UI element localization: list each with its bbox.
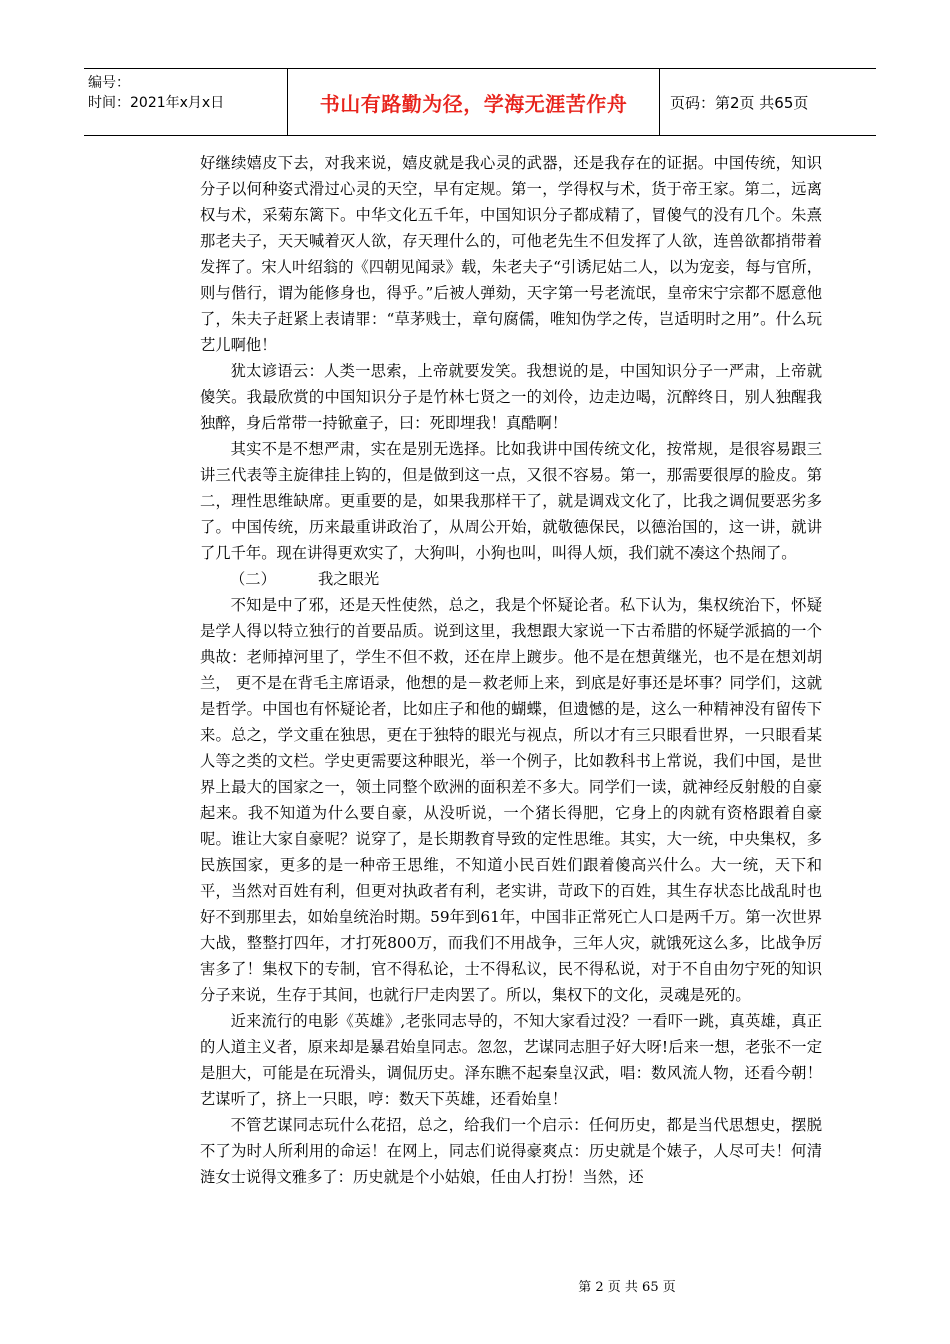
paragraph-4: 不知是中了邪，还是天性使然，总之，我是个怀疑论者。私下认为，集权统治下，怀疑是学人得以特立独行的首要品质。说到这里，我想跟大家说一下古希腊的怀疑学派搞的一个典故：老师掉河里了，学生不但不救，还在岸上踱步。他不是在想黄继光，也不是在想刘胡兰， 更不是在背毛主席语录，他想的是－救老师上来，到底是好事还是坏事？同学们，这就是哲学。中国也有怀疑论者，比如庄子和他的蝴蝶，但遗憾的是，这么一种精神没有留传下来。总之，学文重在独思，更在于独特的眼光与视点，所以才有三只眼看世界，一只眼看某人等之类的文栏。学史更需要这种眼光，举一个例子，比如教科书上常说，我们中国，是世界上最大的国家之一，领土同整个欧洲的面积差不多大。同学们一读，就神经反射般的自豪起来。我不知道为什么要自豪，从没听说，一个猪长得肥，它身上的肉就有资格跟着自豪呢。谁让大家自豪呢？说穿了，是长期教育导致的定性思维。其实，大一统，中央集权，多民族国家，更多的是一种帝王思维，不知道小民百姓们跟着傻高兴什么。大一统，天下和平，当然对百姓有利，但更对执政者有利，老实讲，苛政下的百姓，其生存状态比战乱时也好不到那里去，如始皇统治时期。59年到61年，中国非正常死亡人口是两千万。第一次世界大战，整整打四年，才打死800万，而我们不用战争，三年人灾，就饿死这么多，比战争厉害多了！集权下的专制，官不得私论，士不得私议，民不得私说，对于不自由勿宁死的知识分子来说，生存于其间，也就行尸走肉罢了。所以，集权下的文化，灵魂是死的。 [200,596,822,1004]
section-title: 我之眼光 [318,570,380,588]
document-time-label: 时间：2021年x月x日 [88,95,225,111]
paragraph-1: 好继续嬉皮下去，对我来说，嬉皮就是我心灵的武器，还是我存在的证据。中国传统，知识分子以何种姿式滑过心灵的天空，早有定规。第一，学得权与术，货于帝王家。第二，远离权与术，采菊东篱下。中华文化五千年，中国知识分子都成精了，冒傻气的没有几个。朱熹那老夫子，天天喊着灭人欲，存天理什么的，可他老先生不但发挥了人欲，连兽欲都捎带着发挥了。宋人叶绍翁的《四朝见闻录》载，朱老夫子“引诱尼姑二人，以为宠妾，每与官所，则与偕行，谓为能修身也，得乎。”后被人弹劾，天字第一号老流氓，皇帝宋宁宗都不愿意他了，朱夫子赶紧上表请罪：“草茅贱士，章句腐儒，唯知伪学之传，岂适明时之用”。什么玩艺儿啊他！ [200,154,822,354]
header-table [84,68,876,136]
header-meta [84,69,288,135]
section-heading [200,566,822,592]
section-number: （二） [230,570,276,588]
footer-page-number: 第 2 页 共 65 页 [578,1280,676,1295]
document-body [200,150,822,1190]
paragraph-5: 近来流行的电影《英雄》,老张同志导的，不知大家看过没？一看吓一跳，真英雄，真正的人道主义者，原来却是暴君始皇同志。忽忽，艺谋同志胆子好大呀!后来一想，老张不一定是胆大，可能是在玩滑头，调侃历史。泽东瞧不起秦皇汉武，唱：数风流人物，还看今朝！艺谋听了，挤上一只眼，哼：数天下英雄，还看始皇！ [200,1012,822,1108]
header-page-cell [660,69,876,135]
paragraph-2: 犹太谚语云：人类一思索，上帝就要发笑。我想说的是，中国知识分子一严肃，上帝就傻笑。我最欣赏的中国知识分子是竹林七贤之一的刘伶，边走边喝，沉醉终日，别人独醒我独醉，身后常带一持锨童子，曰：死即埋我！真酷啊！ [200,362,822,432]
header-page-label: 页码：第2页 共65页 [670,93,809,112]
header-motto-cell [288,69,660,135]
document-number-label: 编号： [88,75,130,91]
page-footer [0,1276,950,1295]
motto-text: 书山有路勤为径，学海无涯苦作舟 [319,91,628,116]
paragraph-6: 不管艺谋同志玩什么花招，总之，给我们一个启示：任何历史，都是当代思想史，摆脱不了为时人所利用的命运！在网上，同志们说得豪爽点：历史就是个婊子，人尽可夫！何清涟女士说得文雅多了：历史就是个小姑娘，任由人打扮！当然，还 [200,1116,822,1186]
paragraph-3: 其实不是不想严肃，实在是别无选择。比如我讲中国传统文化，按常规，是很容易跟三讲三代表等主旋律挂上钩的，但是做到这一点，又很不容易。第一，那需要很厚的脸皮。第二，理性思维缺席。更重要的是，如果我那样干了，就是调戏文化了，比我之调侃要恶劣多了。中国传统，历来最重讲政治了，从周公开始，就敬德保民，以德治国的，这一讲，就讲了几千年。现在讲得更欢实了，大狗叫，小狗也叫，叫得人烦，我们就不凑这个热闹了。 [200,440,822,562]
